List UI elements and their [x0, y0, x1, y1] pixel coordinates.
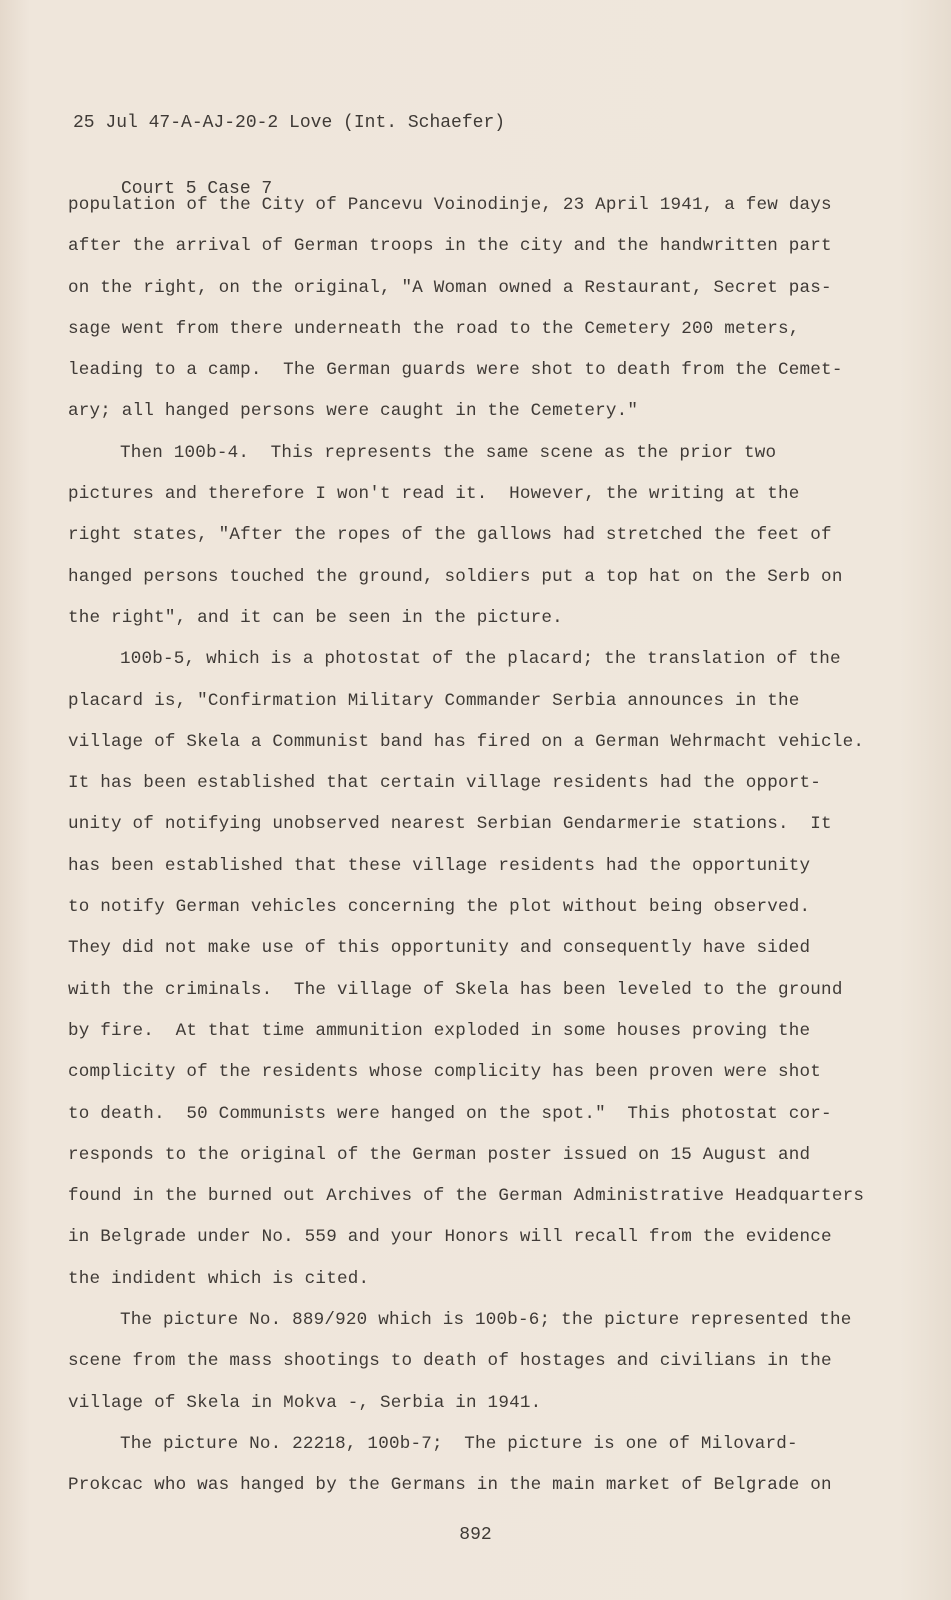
text-line: right states, "After the ropes of the gallows had stretched the feet of: [68, 525, 832, 546]
text-line: found in the burned out Archives of the German Administrative Headquarters: [68, 1186, 865, 1207]
text-line: sage went from there underneath the road to the Cemetery 200 meters,: [68, 318, 800, 339]
text-line: on the right, on the original, "A Woman owned a Restaurant, Secret pas-: [68, 277, 832, 298]
text-line: pictures and therefore I won't read it. However, the writing at the: [68, 484, 800, 505]
text-line: scene from the mass shootings to death of hostages and civilians in the: [68, 1351, 832, 1372]
text-line: They did not make use of this opportunity and consequently have sided: [68, 938, 811, 959]
text-line: unity of notifying unobserved nearest Serbian Gendarmerie stations. It: [68, 814, 832, 835]
text-line: with the criminals. The village of Skela has been leveled to the ground: [68, 979, 843, 1000]
paragraph-start-line: The picture No. 889/920 which is 100b-6; the picture represented the: [120, 1310, 852, 1331]
text-line: complicity of the residents whose complicity has been proven were shot: [68, 1062, 822, 1083]
text-line: It has been established that certain village residents had the opport-: [68, 773, 822, 794]
document-body: [68, 185, 865, 1507]
text-line: to death. 50 Communists were hanged on the spot." This photostat cor-: [68, 1103, 832, 1124]
text-line: the right", and it can be seen in the picture.: [68, 607, 563, 628]
text-line: ary; all hanged persons were caught in the Cemetery.": [68, 401, 639, 422]
paragraph-start-line: 100b-5, which is a photostat of the placard; the translation of the: [120, 649, 841, 670]
text-line: to notify German vehicles concerning the plot without being observed.: [68, 897, 811, 918]
text-line: the indident which is cited.: [68, 1268, 370, 1289]
header-case-reference: 25 Jul 47-A-AJ-20-2 Love (Int. Schaefer): [73, 113, 506, 133]
text-line: leading to a camp. The German guards were shot to death from the Cemet-: [68, 360, 843, 381]
header-court-case: Court 5 Case 7: [121, 179, 273, 199]
text-line: placard is, "Confirmation Military Commander Serbia announces in the: [68, 690, 800, 711]
text-line: in Belgrade under No. 559 and your Honors will recall from the evidence: [68, 1227, 832, 1248]
text-line: hanged persons touched the ground, soldiers put a top hat on the Serb on: [68, 566, 843, 587]
text-line: village of Skela a Communist band has fired on a German Wehrmacht vehicle.: [68, 731, 865, 752]
page-number: 892: [459, 1525, 492, 1545]
text-line: Prokcac who was hanged by the Germans in the main market of Belgrade on: [68, 1475, 832, 1496]
text-line: village of Skela in Mokva -, Serbia in 1941.: [68, 1392, 542, 1413]
text-line: after the arrival of German troops in the city and the handwritten part: [68, 236, 832, 257]
text-line: has been established that these village residents had the opportunity: [68, 855, 811, 876]
text-line: by fire. At that time ammunition exploded in some houses proving the: [68, 1020, 811, 1041]
paragraph-start-line: Then 100b-4. This represents the same scene as the prior two: [120, 442, 777, 463]
text-line: population of the City of Pancevu Voinodinje, 23 April 1941, a few days: [68, 195, 832, 215]
text-line: responds to the original of the German poster issued on 15 August and: [68, 1144, 811, 1165]
paragraph-start-line: The picture No. 22218, 100b-7; The picture is one of Milovard-: [120, 1433, 798, 1454]
